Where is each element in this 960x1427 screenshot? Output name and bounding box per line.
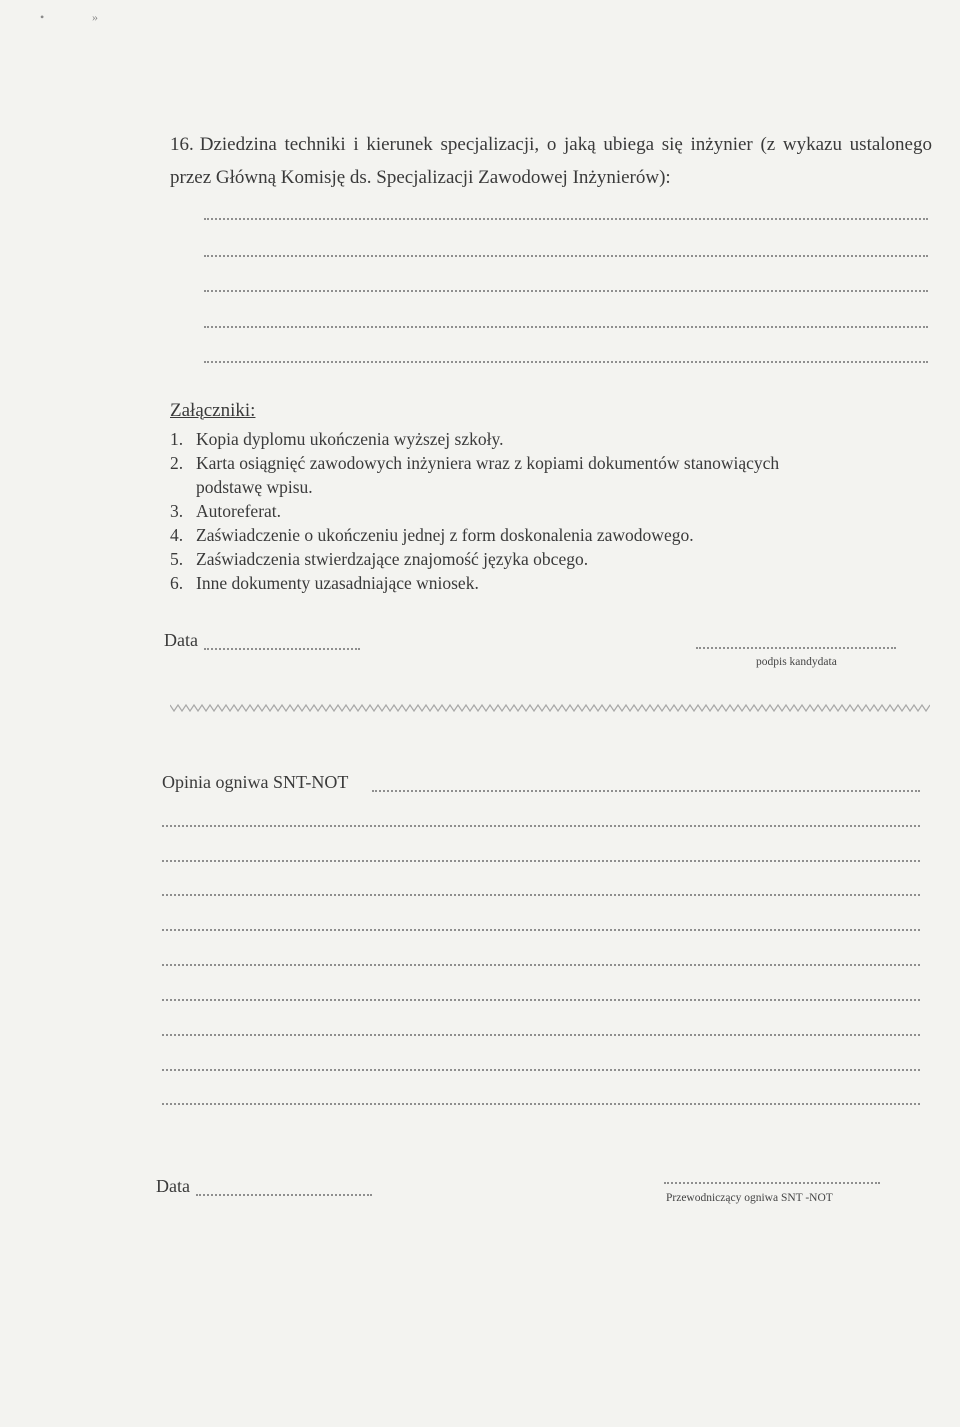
item-number: 2. bbox=[170, 453, 184, 473]
scan-mark: » bbox=[92, 10, 98, 24]
opinion-line[interactable] bbox=[162, 1069, 920, 1071]
opinion-line[interactable] bbox=[162, 929, 920, 931]
attachment-item bbox=[170, 451, 910, 499]
opinion-label: Opinia ogniwa SNT-NOT bbox=[162, 772, 349, 792]
opinion-line[interactable] bbox=[162, 999, 920, 1001]
item-text: Karta osiągnięć zawodowych inżyniera wraz z kopiami dokumentów stanowiących bbox=[196, 453, 780, 473]
item-text: Autoreferat. bbox=[196, 501, 282, 521]
section-number: 16. bbox=[170, 134, 194, 155]
attachment-item bbox=[170, 427, 910, 451]
attachment-item bbox=[170, 547, 910, 571]
chair-signature-caption: Przewodniczący ogniwa SNT -NOT bbox=[666, 1192, 833, 1204]
section-text: Dziedzina techniki i kierunek specjalizacji, o jaką ubiega się inżynier (z wykazu ustalonego przez Główną Komisję ds. Specjalizacji Zawodowej Inżynierów): bbox=[170, 134, 932, 188]
answer-line[interactable] bbox=[204, 218, 928, 220]
candidate-date-field[interactable] bbox=[204, 648, 360, 650]
opinion-line[interactable] bbox=[162, 860, 920, 862]
answer-line[interactable] bbox=[204, 326, 928, 328]
answer-line[interactable] bbox=[204, 361, 928, 363]
section-16 bbox=[170, 128, 932, 194]
attachments-list bbox=[170, 427, 910, 595]
attachments-title: Załączniki: bbox=[170, 400, 256, 421]
wavy-separator bbox=[170, 702, 930, 714]
item-text: Inne dokumenty uzasadniające wniosek. bbox=[196, 573, 479, 593]
opinion-line[interactable] bbox=[162, 825, 920, 827]
item-number: 1. bbox=[170, 429, 184, 449]
item-number: 5. bbox=[170, 549, 184, 569]
opinion-line[interactable] bbox=[372, 790, 920, 792]
opinion-line[interactable] bbox=[162, 964, 920, 966]
item-text: Zaświadczenie o ukończeniu jednej z form doskonalenia zawodowego. bbox=[196, 525, 694, 545]
attachment-item bbox=[170, 523, 910, 547]
opinion-line[interactable] bbox=[162, 894, 920, 896]
item-text: Zaświadczenia stwierdzające znajomość języka obcego. bbox=[196, 549, 589, 569]
candidate-signature-caption: podpis kandydata bbox=[756, 656, 837, 668]
opinion-line[interactable] bbox=[162, 1034, 920, 1036]
attachment-item bbox=[170, 499, 910, 523]
chair-date-label: Data bbox=[156, 1176, 190, 1196]
chair-signature-line[interactable] bbox=[664, 1182, 880, 1184]
opinion-line[interactable] bbox=[162, 1103, 920, 1105]
candidate-signature-line[interactable] bbox=[696, 647, 896, 649]
answer-line[interactable] bbox=[204, 290, 928, 292]
scan-mark: • bbox=[40, 10, 45, 24]
item-number: 6. bbox=[170, 573, 184, 593]
item-number: 3. bbox=[170, 501, 184, 521]
chair-date-field[interactable] bbox=[196, 1194, 372, 1196]
item-text: Kopia dyplomu ukończenia wyższej szkoły. bbox=[196, 429, 504, 449]
candidate-date-label: Data bbox=[164, 630, 198, 650]
attachment-item bbox=[170, 571, 910, 595]
item-number: 4. bbox=[170, 525, 184, 545]
answer-line[interactable] bbox=[204, 255, 928, 257]
item-text-continued: podstawę wpisu. bbox=[196, 477, 313, 497]
